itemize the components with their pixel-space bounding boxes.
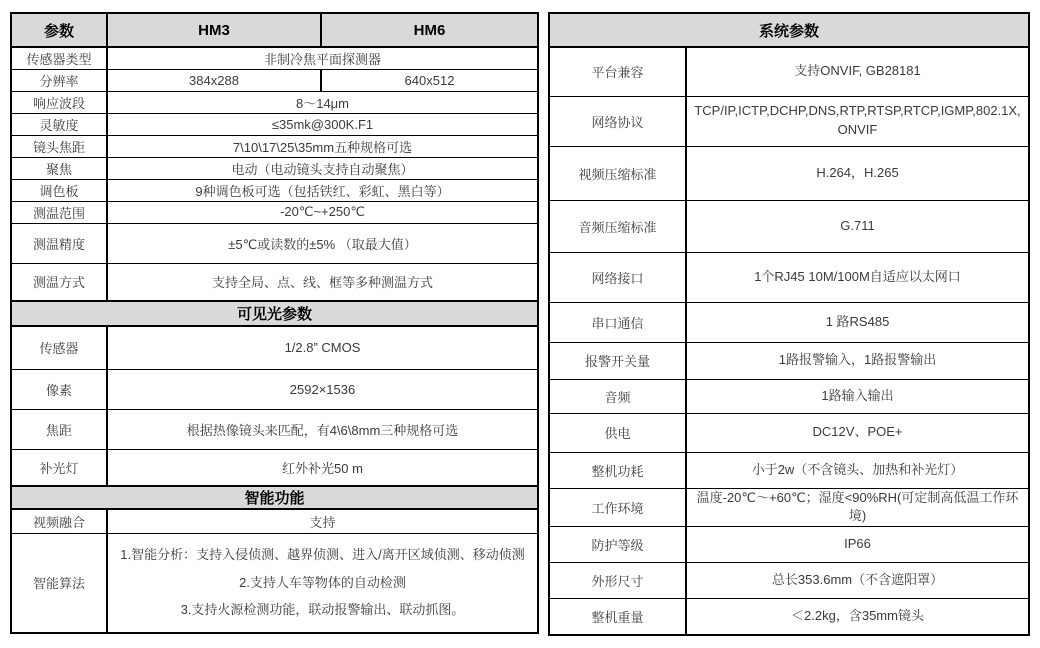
row-value: 1/2.8” CMOS (107, 326, 538, 369)
left-table-header-row (11, 13, 538, 47)
thermal-camera-spec-table (10, 12, 539, 634)
row-value: 小于2w（不含镜头、加热和补光灯） (686, 452, 1029, 488)
table-row (11, 91, 538, 113)
table-row (549, 342, 1029, 379)
table-row (549, 452, 1029, 488)
row-value: G.711 (686, 200, 1029, 252)
row-label: 音频 (549, 379, 686, 413)
column-header: HM3 (107, 13, 321, 47)
section-title: 可见光参数 (11, 301, 538, 326)
row-label: 平台兼容 (549, 47, 686, 96)
row-label: 工作环境 (549, 488, 686, 527)
row-value: 1个RJ45 10M/100M自适应以太网口 (686, 252, 1029, 302)
row-value: 支持 (107, 509, 538, 533)
row-value: IP66 (686, 527, 1029, 563)
row-label: 传感器类型 (11, 47, 107, 69)
row-label: 像素 (11, 369, 107, 409)
table-row (549, 146, 1029, 200)
row-label: 音频压缩标准 (549, 200, 686, 252)
row-label: 网络接口 (549, 252, 686, 302)
row-value: 9种调色板可选（包括铁红、彩虹、黑白等） (107, 179, 538, 201)
table-row (11, 69, 538, 91)
row-value: 支持全局、点、线、框等多种测温方式 (107, 263, 538, 301)
row-label: 响应波段 (11, 91, 107, 113)
system-spec-table-body (549, 13, 1029, 635)
table-row (11, 223, 538, 263)
row-value: TCP/IP,ICTP,DCHP,DNS,RTP,RTSP,RTCP,IGMP,802.1X,ONVIF (686, 96, 1029, 146)
table-row (11, 47, 538, 69)
row-label: 聚焦 (11, 157, 107, 179)
row-label: 测温方式 (11, 263, 107, 301)
row-value: DC12V、POE+ (686, 413, 1029, 452)
row-label: 测温范围 (11, 201, 107, 223)
row-label: 防护等级 (549, 527, 686, 563)
row-value-line: 2.支持人车等物体的自动检测 (239, 574, 406, 590)
table-row (11, 326, 538, 369)
table-row (11, 533, 538, 633)
table-row (549, 413, 1029, 452)
row-value: ＜2.2kg，含35mm镜头 (686, 599, 1029, 635)
row-label: 测温精度 (11, 223, 107, 263)
table-row (11, 409, 538, 449)
row-value: H.264，H.265 (686, 146, 1029, 200)
row-value: 温度-20℃～+60℃；湿度<90%RH(可定制高低温工作环境) (686, 488, 1029, 527)
row-value-hm3: 384x288 (107, 69, 321, 91)
row-value-line: 1.智能分析：支持入侵侦测、越界侦测、进入/离开区域侦测、移动侦测 (120, 547, 525, 563)
table-row (11, 509, 538, 533)
table-row (549, 252, 1029, 302)
right-table-header-row (549, 13, 1029, 47)
table-row (11, 135, 538, 157)
table-title: 系统参数 (549, 13, 1029, 47)
section-header-row (11, 301, 538, 326)
table-row (549, 599, 1029, 635)
row-label: 视频融合 (11, 509, 107, 533)
row-label: 报警开关量 (549, 342, 686, 379)
table-row (11, 113, 538, 135)
row-value: 1 路RS485 (686, 302, 1029, 342)
row-value: 1路报警输入，1路报警输出 (686, 342, 1029, 379)
table-row (11, 179, 538, 201)
table-row (11, 449, 538, 486)
row-value: ±5℃或读数的±5% （取最大值） (107, 223, 538, 263)
table-row (549, 96, 1029, 146)
row-value-hm6: 640x512 (321, 69, 538, 91)
row-label: 外形尺寸 (549, 563, 686, 599)
row-label: 焦距 (11, 409, 107, 449)
row-label: 传感器 (11, 326, 107, 369)
row-value: 电动（电动镜头支持自动聚焦） (107, 157, 538, 179)
table-row (549, 527, 1029, 563)
row-label: 智能算法 (11, 533, 107, 633)
row-value-line: 3.支持火源检测功能，联动报警输出、联动抓图。 (180, 601, 465, 617)
row-value: 非制冷焦平面探测器 (107, 47, 538, 69)
row-label: 视频压缩标准 (549, 146, 686, 200)
system-spec-table (548, 12, 1030, 636)
table-row (549, 200, 1029, 252)
row-label: 灵敏度 (11, 113, 107, 135)
row-label: 整机功耗 (549, 452, 686, 488)
row-label: 镜头焦距 (11, 135, 107, 157)
table-row (11, 263, 538, 301)
row-label: 供电 (549, 413, 686, 452)
thermal-spec-table-body (11, 13, 538, 633)
row-value (107, 533, 538, 633)
row-label: 调色板 (11, 179, 107, 201)
row-label: 分辨率 (11, 69, 107, 91)
row-value: 8～14μm (107, 91, 538, 113)
table-row (549, 379, 1029, 413)
table-row (11, 157, 538, 179)
row-value: 支持ONVIF, GB28181 (686, 47, 1029, 96)
section-header-row (11, 486, 538, 509)
row-label: 整机重量 (549, 599, 686, 635)
row-value: 总长353.6mm（不含遮阳罩） (686, 563, 1029, 599)
row-label: 网络协议 (549, 96, 686, 146)
row-value: 7\10\17\25\35mm五种规格可选 (107, 135, 538, 157)
table-row (549, 488, 1029, 527)
row-value: 红外补光50 m (107, 449, 538, 486)
table-row (11, 201, 538, 223)
table-row (549, 302, 1029, 342)
row-value: ≤35mk@300K.F1 (107, 113, 538, 135)
table-row (549, 47, 1029, 96)
section-title: 智能功能 (11, 486, 538, 509)
column-header: 参数 (11, 13, 107, 47)
row-value: -20℃~+250℃ (107, 201, 538, 223)
row-value: 1路输入输出 (686, 379, 1029, 413)
table-row (549, 563, 1029, 599)
row-value: 2592×1536 (107, 369, 538, 409)
column-header: HM6 (321, 13, 538, 47)
row-label: 串口通信 (549, 302, 686, 342)
table-row (11, 369, 538, 409)
row-value: 根据热像镜头来匹配，有4\6\8mm三种规格可选 (107, 409, 538, 449)
row-label: 补光灯 (11, 449, 107, 486)
